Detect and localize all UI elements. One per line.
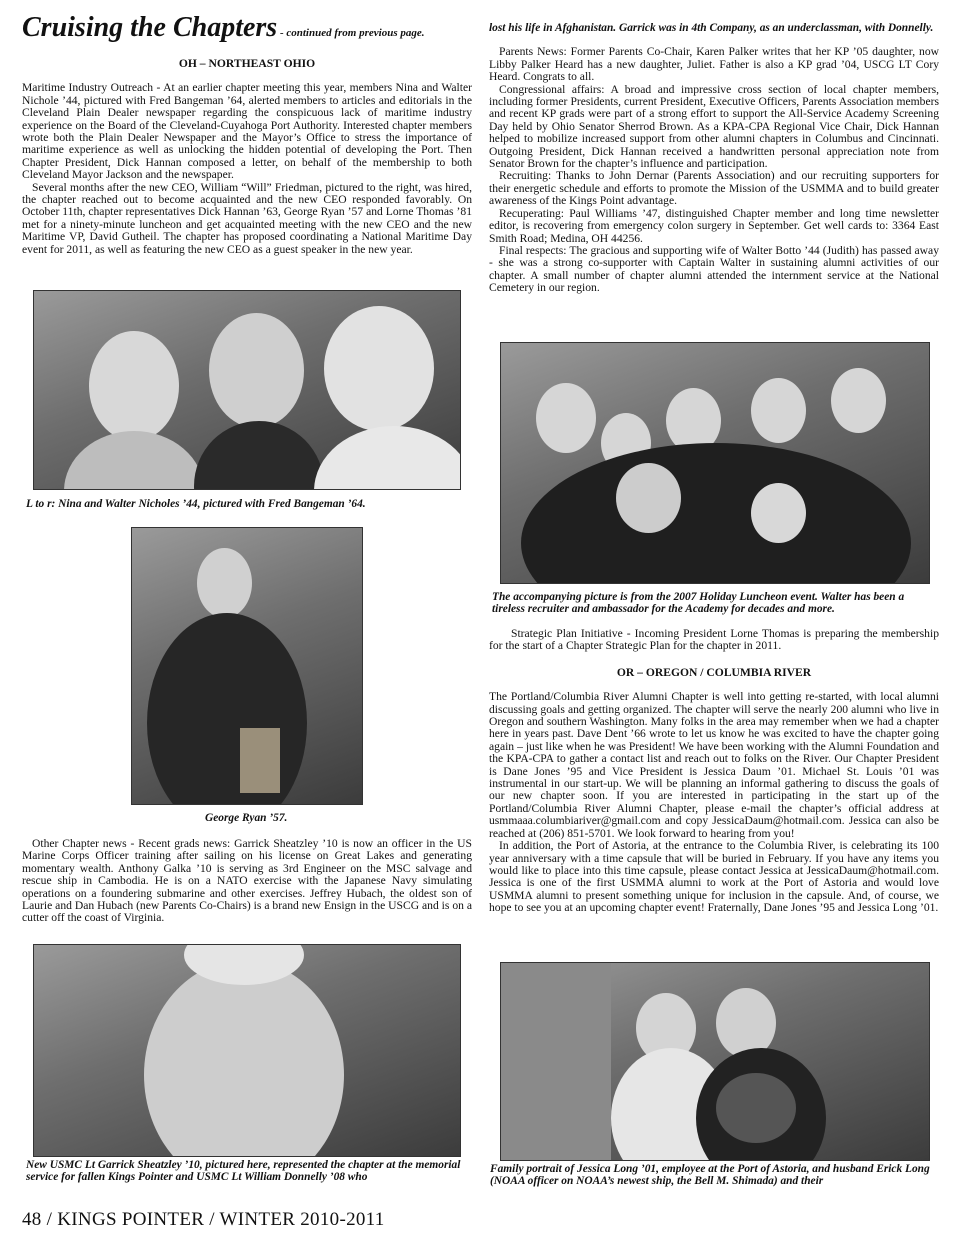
photo-nichole-bangeman bbox=[33, 290, 461, 490]
recruiting-paragraph: Recruiting: Thanks to John Dernar (Parents Association) and our recruiting supporters for their energetic schedule and efforts to promote the Mission of the USMMA and to build greater awareness of the Kings Point advantage. bbox=[489, 169, 939, 208]
photo-george-ryan bbox=[131, 527, 363, 805]
oh-paragraph-2: Several months after the new CEO, William “Will” Friedman, pictured to the right, was hired, the chapter reached out to become acquainted and the new CEO responded favorably. On October 11th, chapter representatives Dick Hannan ’63, George Ryan ’57 and Lorne Thomas ’81 met for a ninety-minute luncheon and get acquainted meeting with the new CEO and the new Maritime VP, David Gutheil. The chapter has proposed coordinating a National Maritime Day event for 2011, as well as featuring the new CEO as a guest speaker in the new year. bbox=[22, 180, 472, 256]
caption-photo-4: The accompanying picture is from the 2007 Holiday Luncheon event. Walter has been a tireless recruiter and ambassador for the Academy for decades and more. bbox=[492, 591, 905, 616]
right-column-top bbox=[489, 22, 939, 295]
caption-photo-2: George Ryan ’57. bbox=[205, 812, 288, 824]
right-column-middle bbox=[489, 628, 939, 915]
or-paragraph-1: The Portland/Columbia River Alumni Chapter is well into getting re-started, with local alumni discussing goals and getting organized. The chapter will serve the nearly 200 alumni who live in Oregon and southern Washington. Many folks in the area may remember when we had a chapter here in years past. Dave Dent ’66 wrote to let us know he was excited to have the chapter going again – just like when he was President! We have been working with the Alumni Foundation and the KPA-CPA to gather a contact list and reach out to folks on the River. Our Chapter President is Dane Jones ’95 and Vice President is Jessica Daum ’01. Michael St. Louis ’01 was instrumental in our start-up. We will be planning an informal gathering to discuss the goals of our new chapter soon. If you are interested in participating in the start up of the Portland/Columbia River Alumni Chapter, please e-mail the chapter’s official address at usmmaaa.columbiariver@gmail.com and copy JessicaDaum@hotmail.com. Jessica can also be reached at (206) 851-5701. We look forward to hearing from you! bbox=[489, 690, 939, 840]
left-column-middle bbox=[22, 838, 472, 925]
or-heading: OR – OREGON / COLUMBIA RIVER bbox=[616, 665, 812, 679]
congressional-paragraph: Congressional affairs: A broad and impressive cross section of local chapter members, including former Presidents, current President, Executive Officers, Parents Association members and recent KP grads were part of a strong effort to support the All-Service Academy Screening Day held by Ohio Senator Sherrod Brown. As a KPA-CPA Regional Vice Chair, Dick Hannan helped to mobilize increased support from other alumni chapters in Columbus and Cincinnati. Outgoing President, Dick Hannan received a handwritten personal appreciation note from Senator Brown for the chapter’s influence and participation. bbox=[489, 82, 939, 171]
page-footer: 48 / KINGS POINTER / WINTER 2010-2011 bbox=[22, 1209, 385, 1230]
strategic-plan-paragraph: Strategic Plan Initiative - Incoming President Lorne Thomas is preparing the membership for the start of a Chapter Strategic Plan for the chapter in 2011. bbox=[489, 627, 939, 653]
caption-photo-5: Family portrait of Jessica Long ’01, employee at the Port of Astoria, and husband Erick Long (NOAA officer on NOAA’s newest ship, the Bell M. Shimada) and their bbox=[490, 1163, 930, 1188]
caption-photo-3: New USMC Lt Garrick Sheatzley ’10, pictured here, represented the chapter at the memorial service for fallen Kings Pointer and USMC Lt William Donnelly ’08 who bbox=[26, 1159, 461, 1184]
left-column-top bbox=[22, 58, 472, 256]
oh-heading: OH – NORTHEAST OHIO bbox=[178, 57, 316, 70]
title-text: Cruising the Chapters bbox=[22, 12, 278, 43]
continued-caption: lost his life in Afghanistan. Garrick was in 4th Company, as an underclassman, with Donnelly. bbox=[489, 22, 934, 34]
final-respects-paragraph: Final respects: The gracious and supporting wife of Walter Botto ’44 (Judith) has passed away - she was a strong co-supporter with Captain Walter in sustaining alumni activities of our chapter. A small number of chapter alumni attended the internment service at the National Cemetery in our region. bbox=[489, 243, 939, 295]
title-continued: - continued from previous page. bbox=[277, 27, 425, 39]
page-title bbox=[22, 12, 482, 49]
parents-news-paragraph: Parents News: Former Parents Co-Chair, Karen Palker writes that her KP ’05 daughter, now Libby Palker Heard has a new daughter, Juliet. Father is also a KP grad ’04, USCG LT Cory Heard. Congrats to all. bbox=[489, 45, 939, 84]
caption-photo-1: L to r: Nina and Walter Nicholes ’44, pictured with Fred Bangeman ’64. bbox=[26, 498, 366, 510]
photo-garrick-sheatzley bbox=[33, 944, 461, 1157]
or-paragraph-2: In addition, the Port of Astoria, at the entrance to the Columbia River, is celebrating its 100 year anniversary with a time capsule that will be buried in February. If you have any items you would like to place into this time capsule, please contact Jessica at JessicaDaum@hotmail.com. Jessica is one of the first USMMA alumni to work at the Port of Astoria and would love USMMA alumni to present something unique for inclusion in the capsule. And, of course, we hope to see you at an upcoming chapter event! Fraternally, Dane Jones ’95 and Jessica Long ’01. bbox=[489, 839, 939, 915]
photo-long-family bbox=[500, 962, 930, 1161]
other-news-paragraph: Other Chapter news - Recent grads news: Garrick Sheatzley ’10 is now an officer in the US Marine Corps Officer training after sailing on his license on Great Lakes and generating momentary wealth. Anthony Galka ’10 is serving as 3rd Engineer on the MSC salvage and rescue ship in Cambodia. He is on a NATO exercise with the Japanese Navy simulating operations on a foundering submarine and other exercises. Jeffrey Hubach, the oldest son of Laurie and Dan Hubach (new Parents Co-Chairs) is a brand new Ensign in the USCG and is on a cutter off the coast of Virginia. bbox=[22, 837, 472, 925]
photo-holiday-luncheon bbox=[500, 342, 930, 584]
recuperating-paragraph: Recuperating: Paul Williams ’47, distinguished Chapter member and long time newsletter editor, is recovering from emergency colon surgery in September. Get well cards to: 3364 East Smith Road; Medina, OH 44256. bbox=[489, 206, 939, 245]
oh-paragraph-1: Maritime Industry Outreach - At an earlier chapter meeting this year, members Nina and Walter Nichole ’44, pictured with Fred Bangeman ’64, alerted members to articles and editorials in the Cleveland Plain Dealer newspaper regarding the conspicuous lack of maritime industry experience on the Board of the Cleveland-Cuyahoga Port Authority. Interested chapter members wrote both the Plain Dealer Newspaper and the Mayor’s Office to stress the importance of maritime experience as well as unlocking the hidden potential of developing the Port. Then Chapter President, Dick Hannan composed a letter, on behalf of the membership to both Cleveland Mayor Jackson and the newspaper. bbox=[22, 81, 472, 182]
